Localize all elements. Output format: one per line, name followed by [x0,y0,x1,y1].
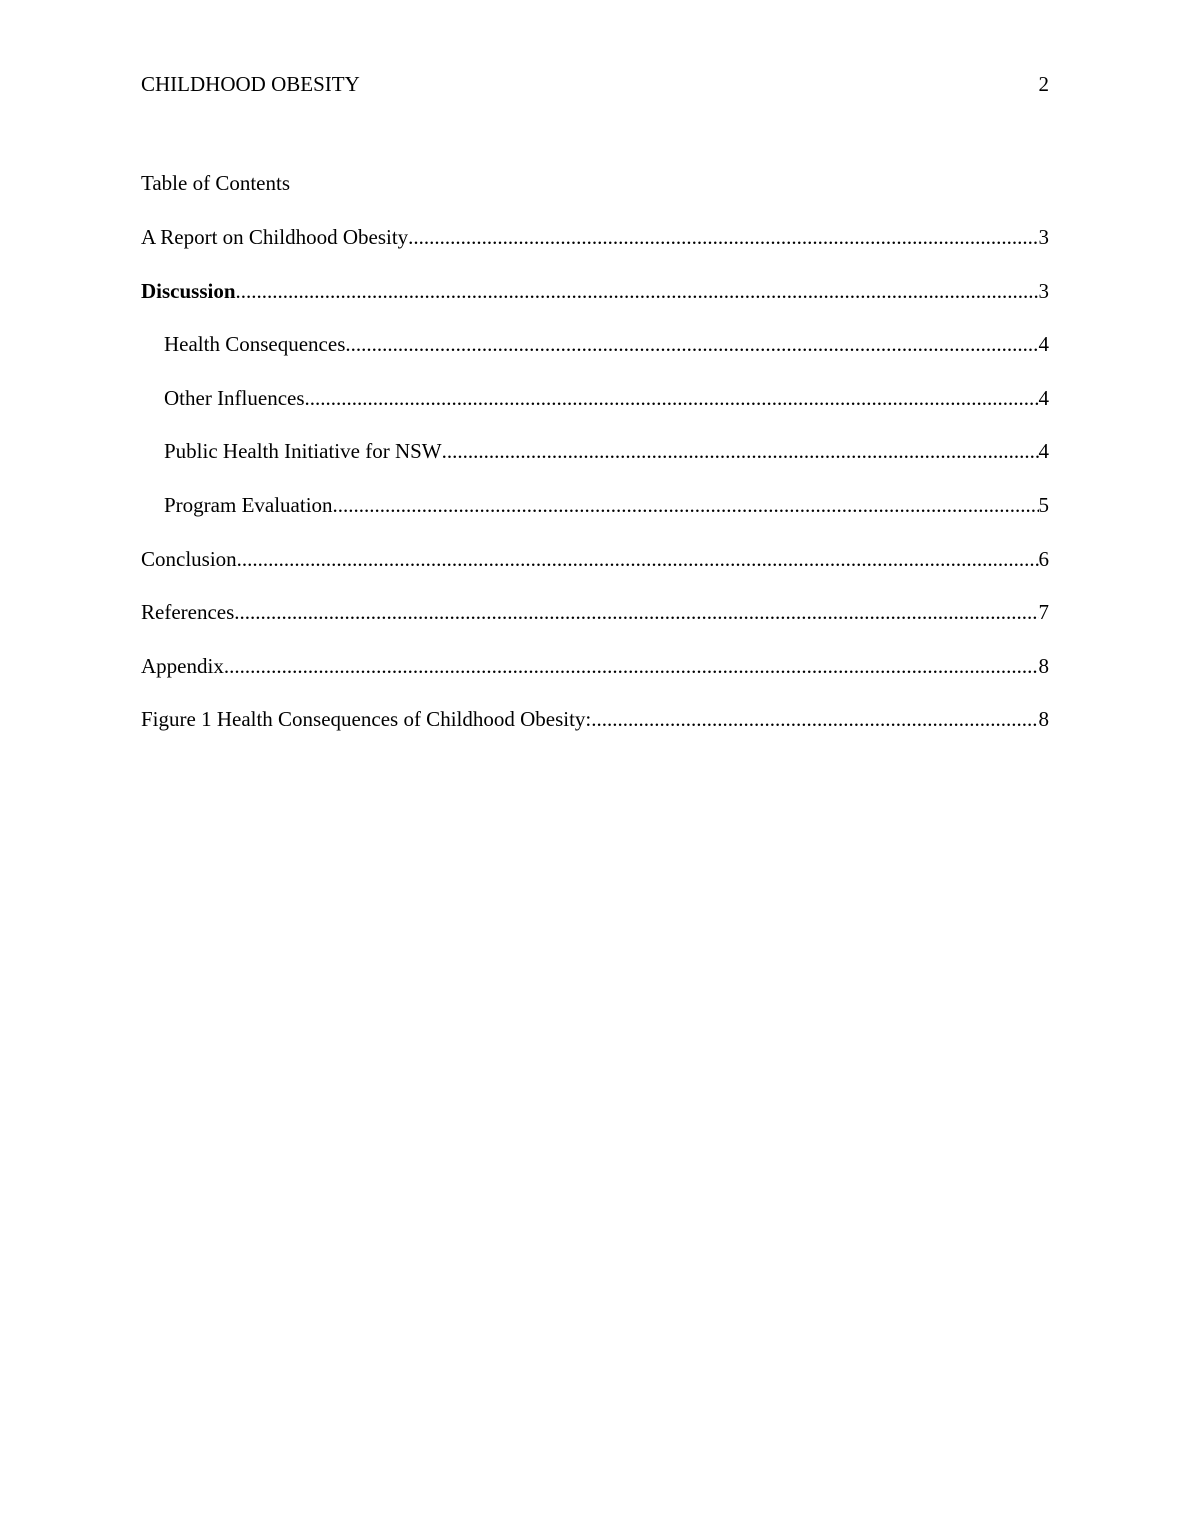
toc-entry-page: 8 [1038,707,1049,732]
toc-entry-page: 4 [1038,439,1049,464]
toc-entry-appendix[interactable] [141,652,1049,706]
toc-entry-label: References [141,600,235,625]
toc-entry-label: Public Health Initiative for NSW [164,439,442,464]
toc-entry-page: 5 [1038,492,1049,517]
dot-leader [408,223,1038,251]
toc-entry-conclusion[interactable] [141,545,1049,599]
toc-entry-label: Other Influences [164,385,305,410]
toc-entry-label: Conclusion [141,546,237,571]
toc-entry-label: A Report on Childhood Obesity [141,225,409,249]
toc-entry-page: 8 [1038,653,1049,678]
toc-entry-page: 3 [1038,225,1049,249]
dot-leader [591,705,1038,733]
toc-entry-health-consequences[interactable] [141,330,1049,384]
toc-entry-program-evaluation[interactable] [141,491,1049,545]
toc-entry-figure-1[interactable] [141,705,1049,759]
toc-entry-page: 3 [1038,278,1049,303]
dot-leader [305,384,1039,412]
toc-entry-public-health-initiative[interactable] [141,437,1049,491]
toc-entry-page: 4 [1038,385,1049,410]
dot-leader [224,652,1039,680]
toc-entry-label: Discussion [141,278,236,303]
toc-entry-references[interactable] [141,598,1049,652]
dot-leader [234,598,1038,626]
table-of-contents [141,223,1049,759]
toc-entry-label: Figure 1 Health Consequences of Childhood Obesity: [141,707,592,732]
toc-entry-label: Health Consequences [164,332,346,357]
dot-leader [442,437,1039,465]
toc-entry-page: 6 [1038,546,1049,571]
dot-leader [237,545,1039,573]
toc-heading: Table of Contents [141,171,290,195]
toc-entry-other-influences[interactable] [141,384,1049,438]
dot-leader [236,277,1039,305]
toc-entry-page: 7 [1038,600,1049,625]
toc-entry-report[interactable] [141,223,1049,277]
toc-entry-label: Program Evaluation [164,492,333,517]
toc-entry-discussion[interactable] [141,277,1049,331]
page-number: 2 [1038,72,1049,96]
dot-leader [333,491,1039,519]
running-head [141,70,1049,98]
running-head-title: CHILDHOOD OBESITY [141,72,360,96]
dot-leader [345,330,1038,358]
toc-entry-page: 4 [1038,332,1049,357]
toc-entry-label: Appendix [141,653,224,678]
